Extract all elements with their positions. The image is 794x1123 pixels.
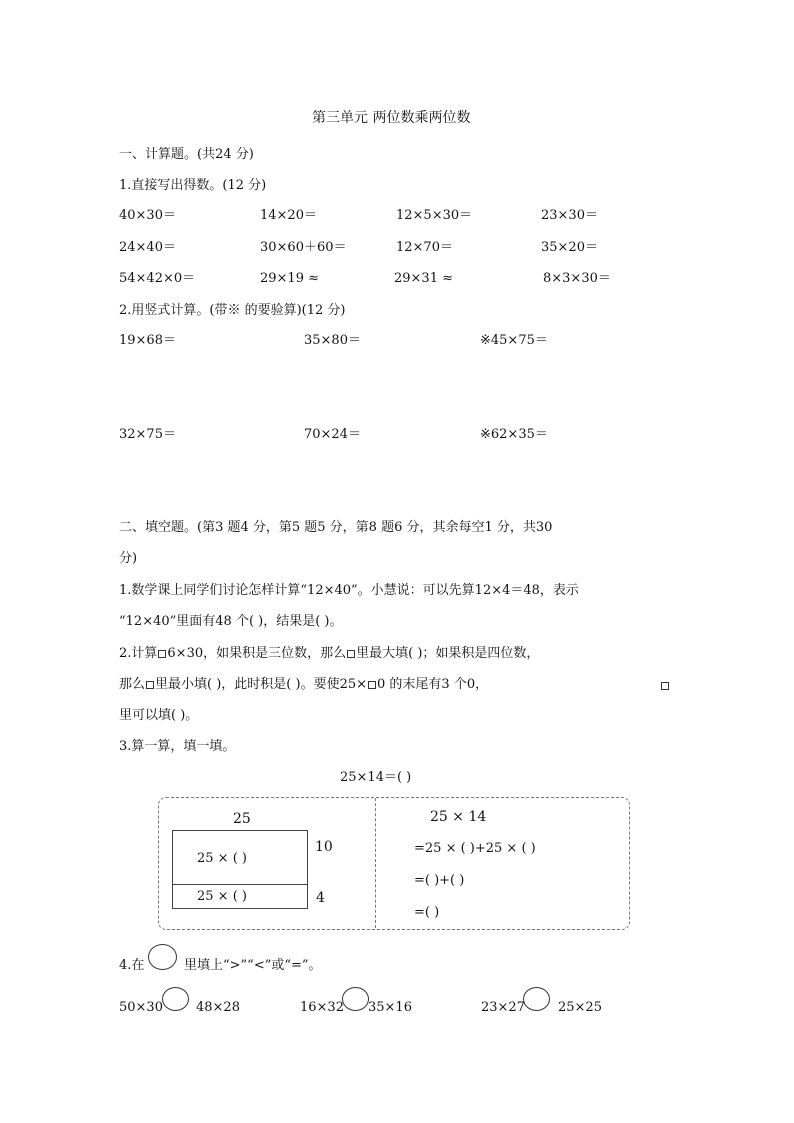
- calc-item: 12×5×30＝: [396, 208, 473, 223]
- area-row2-expr: 25 × ( ): [197, 889, 247, 904]
- vertical-calc-item: ※45×75＝: [480, 333, 548, 348]
- area-side-4: 4: [316, 890, 325, 906]
- section1-heading: 一、计算题。(共24 分): [119, 147, 254, 162]
- q1-label: 1.直接写出得数。(12 分): [119, 178, 267, 193]
- fill-q4-label-b: 里填上“>”“<”或“=”。: [184, 958, 322, 973]
- calc-item: 24×40＝: [119, 240, 176, 255]
- calc-item: 35×20＝: [541, 240, 598, 255]
- compare-right: 48×28: [196, 1000, 240, 1015]
- compare-left: 23×27: [481, 1000, 525, 1015]
- fill-q4-label-a: 4.在: [119, 958, 145, 973]
- vertical-calc-item: 35×80＝: [304, 333, 361, 348]
- compare-right: 25×25: [558, 1000, 602, 1015]
- compare-right: 35×16: [368, 1000, 412, 1015]
- calc-item: 14×20＝: [260, 208, 317, 223]
- calc-item: 8×3×30＝: [543, 271, 611, 286]
- calc-item: 54×42×0＝: [119, 271, 196, 286]
- compare-circle-icon[interactable]: [162, 987, 189, 1011]
- vertical-calc-item: ※62×35＝: [480, 427, 548, 442]
- expand-line1: 25 × 14: [430, 809, 487, 825]
- area-top-label: 25: [233, 811, 251, 827]
- calc-item: 30×60＋60＝: [260, 240, 347, 255]
- vertical-calc-item: 19×68＝: [119, 333, 176, 348]
- blank-square-icon: [368, 681, 376, 689]
- area-row1-expr: 25 × ( ): [197, 851, 247, 866]
- area-side-10: 10: [315, 839, 333, 855]
- expand-line4: =( ): [414, 905, 440, 920]
- compare-circle-icon[interactable]: [342, 987, 369, 1011]
- fill-q3-label: 3.算一算，填一填。: [119, 739, 236, 754]
- blank-square-icon: [158, 650, 166, 658]
- compare-circle-icon[interactable]: [523, 987, 550, 1011]
- vertical-calc-item: 32×75＝: [119, 427, 176, 442]
- fill-q1-line1: 1.数学课上同学们讨论怎样计算“12×40”。小慧说：可以先算12×4＝48，表示: [119, 583, 579, 598]
- fill-q2-line1: 2.计算 6×30，如果积是三位数，那么 里最大填( )；如果积是四位数，: [119, 646, 540, 661]
- q2-label: 2.用竖式计算。(带※ 的要验算)(12 分): [119, 303, 346, 318]
- compare-left: 16×32: [300, 1000, 344, 1015]
- compare-left: 50×30: [119, 1000, 163, 1015]
- calc-item: 12×70＝: [396, 240, 453, 255]
- expand-line2: =25 × ( )+25 × ( ): [414, 841, 536, 856]
- section2-heading-cont: 分): [119, 551, 138, 566]
- calc-item: 29×31 ≈: [394, 271, 454, 286]
- area-model-divider: [375, 798, 376, 928]
- fill-q3-equation: 25×14＝( ): [340, 770, 412, 785]
- calc-item: 23×30＝: [541, 208, 598, 223]
- fill-q2-line2: 那么 里最小填( )，此时积是( )。要使25× 0 的末尾有3 个0，: [119, 677, 489, 692]
- calc-item: 29×19 ≈: [260, 271, 320, 286]
- blank-square-icon: [146, 681, 154, 689]
- calc-item: 40×30＝: [119, 208, 176, 223]
- fill-q1-line2: “12×40”里面有48 个( )，结果是( )。: [119, 614, 343, 629]
- compare-circle-icon: [148, 944, 177, 970]
- blank-square-icon: [347, 650, 355, 658]
- expand-line3: =( )+( ): [414, 873, 465, 888]
- blank-square-icon: [661, 682, 669, 690]
- fill-q2-line3: 里可以填( )。: [119, 708, 199, 723]
- vertical-calc-item: 70×24＝: [304, 427, 361, 442]
- page-title: 第三单元 两位数乘两位数: [312, 110, 471, 126]
- area-rectangle-split: [172, 884, 307, 885]
- section2-heading: 二、填空题。(第3 题4 分，第5 题5 分，第8 题6 分，其余每空1 分，共30: [119, 520, 553, 535]
